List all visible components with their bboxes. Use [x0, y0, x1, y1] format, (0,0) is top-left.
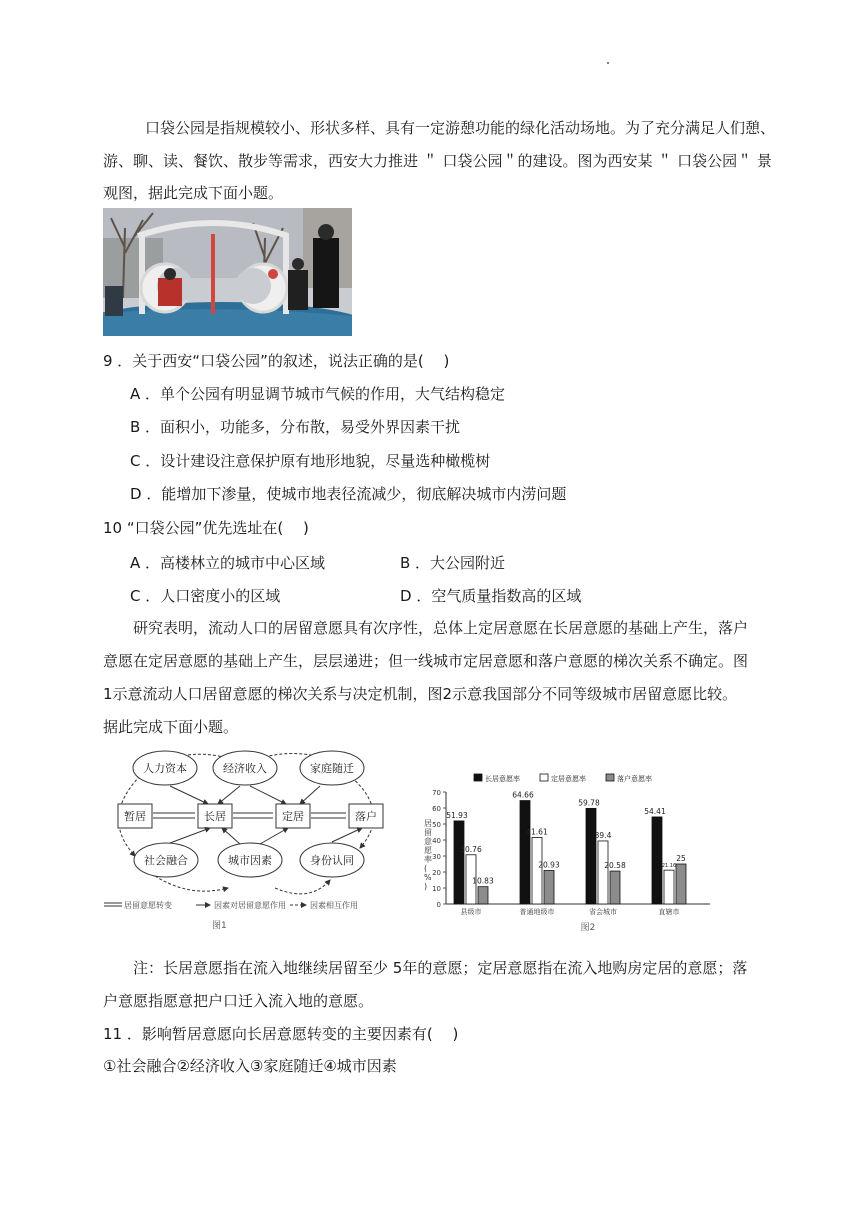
q10-option-c: C ．人口密度小的区域 — [130, 587, 281, 605]
fig2-caption: 图2 — [580, 923, 596, 933]
bar-3-0 — [652, 817, 662, 904]
figure-1-diagram — [100, 748, 400, 942]
q11-options: ①社会融合②经济收入③家庭随迁④城市因素 — [103, 1057, 397, 1075]
bar-0-0 — [454, 821, 464, 904]
intro2-line4: 据此完成下面小题。 — [103, 718, 239, 736]
x-tick-label-2: 省会城市 — [589, 908, 617, 916]
intro2-line2: 意愿在定居意愿的基础上产生，层层递进；但一线城市定居意愿和落户意愿的梯次关系不确定。图 — [103, 652, 749, 670]
intro2-line3: 1示意流动人口居留意愿的梯次关系与决定机制，图2示意我国部分不同等级城市居留意愿比较。 — [103, 685, 738, 703]
legend-label-1: 定居意愿率 — [551, 775, 586, 783]
bar-label-0-0: 51.93 — [446, 810, 468, 820]
x-tick-label-3: 直辖市 — [658, 908, 680, 916]
fig1-node-city: 城市因素 — [228, 854, 272, 867]
legend-swatch-1 — [540, 774, 548, 781]
note-line1: 注：长居意愿指在流入地继续居留至少 5年的意愿；定居意愿指在流入地购房定居的意愿；落 — [133, 959, 748, 977]
bar-label-1-2: 20.93 — [538, 860, 560, 870]
intro1-line3: 观图，据此完成下面小题。 — [103, 184, 284, 202]
legend-swatch-0 — [474, 774, 482, 781]
pocket-park-photo — [103, 208, 352, 336]
fig1-node-social: 社会融合 — [144, 854, 188, 867]
bar-0-2 — [478, 887, 488, 904]
q10-option-b: B ．大公园附近 — [400, 554, 506, 572]
bar-2-2 — [610, 871, 620, 904]
fig1-node-dingju: 定居 — [282, 810, 304, 823]
q10-stem: 10 “口袋公园”优先选址在( ) — [103, 519, 309, 537]
bar-label-1-0: 64.66 — [512, 790, 534, 800]
y-tick-label-1: 10 — [432, 885, 441, 893]
legend-label-2: 落户意愿率 — [617, 775, 652, 783]
bar-label-3-0: 54.41 — [644, 806, 666, 816]
y-tick-label-3: 30 — [432, 853, 441, 861]
y-tick-label-7: 70 — [432, 789, 441, 797]
q10-option-a: A ．高楼林立的城市中心区域 — [130, 554, 326, 572]
intro2-line1: 研究表明，流动人口的居留意愿具有次序性，总体上定居意愿在长居意愿的基础上产生，落户 — [133, 619, 749, 637]
fig1-node-luohu: 落户 — [355, 810, 377, 823]
x-tick-label-1: 普通地级市 — [519, 908, 555, 916]
q9-option-c: C ．设计建设注意保护原有地形地貌，尽量选种橄榄树 — [130, 452, 491, 470]
y-tick-label-2: 20 — [432, 869, 441, 877]
y-axis-label: 居留意愿率( % ) — [424, 819, 432, 891]
fig1-legend-interact: 因素相互作用 — [310, 901, 358, 910]
y-tick-label-0: 0 — [436, 901, 441, 909]
q9-option-b: B ．面积小，功能多，分布散，易受外界因素干扰 — [130, 418, 461, 436]
bar-2-1 — [598, 841, 608, 904]
fig1-node-family: 家庭随迁 — [310, 762, 354, 775]
bar-1-2 — [544, 871, 554, 904]
bar-3-2 — [676, 864, 686, 904]
q9-stem: 9 ．关于西安“口袋公园”的叙述，说法正确的是( ) — [103, 352, 450, 370]
fig1-caption: 图1 — [212, 921, 227, 931]
legend-swatch-2 — [606, 774, 614, 781]
q10-option-d: D ．空气质量指数高的区域 — [400, 587, 582, 605]
intro1-line2: 游、聊、读、餐饮、散步等需求，西安大力推进 ＂ 口袋公园＂的建设。图为西安某 ＂ 口袋公园＂ 景 — [103, 152, 772, 170]
intro1-line1: 口袋公园是指规模较小、形状多样、具有一定游憩功能的绿化活动场地。为了充分满足人们憩、 — [145, 119, 776, 137]
bar-3-1 — [664, 870, 674, 904]
bar-label-0-2: 10.83 — [472, 876, 494, 886]
bar-label-1-1: 41.61 — [526, 827, 548, 837]
y-tick-label-4: 40 — [432, 837, 441, 845]
bar-label-2-0: 59.78 — [578, 798, 600, 808]
y-tick-label-5: 50 — [432, 821, 441, 829]
fig1-node-identity: 身份认同 — [310, 854, 354, 867]
fig1-legend-effect: 因素对居留意愿作用 — [214, 901, 286, 910]
figure-2-chart — [418, 768, 718, 942]
page-dot — [607, 62, 609, 64]
fig1-node-human: 人力资本 — [143, 762, 187, 775]
bar-label-0-1: 30.76 — [460, 844, 482, 854]
bar-label-3-2: 25 — [676, 854, 686, 863]
bar-label-2-1: 39.4 — [594, 830, 612, 840]
q11-stem: 11 ．影响暂居意愿向长居意愿转变的主要因素有( ) — [103, 1025, 459, 1043]
bar-2-0 — [586, 808, 596, 904]
q9-option-a: A ．单个公园有明显调节城市气候的作用，大气结构稳定 — [130, 385, 506, 403]
bar-1-1 — [532, 837, 542, 904]
bar-label-3-1: 21.16 — [661, 863, 677, 870]
q9-option-d: D ．能增加下渗量，使城市地表径流减少，彻底解决城市内涝问题 — [130, 485, 567, 503]
legend-label-0: 长居意愿率 — [485, 775, 520, 783]
fig1-legend-shift: 居留意愿转变 — [124, 901, 172, 910]
bar-label-2-2: 20.58 — [604, 861, 626, 871]
fig1-node-changju: 长居 — [204, 810, 226, 823]
y-tick-label-6: 60 — [432, 805, 441, 813]
fig1-node-income: 经济收入 — [223, 762, 267, 775]
bar-1-0 — [520, 801, 530, 904]
note-line2: 户意愿指愿意把户口迁入流入地的意愿。 — [103, 992, 374, 1010]
fig1-node-zanju: 暂居 — [124, 810, 146, 823]
x-tick-label-0: 县级市 — [460, 908, 482, 916]
